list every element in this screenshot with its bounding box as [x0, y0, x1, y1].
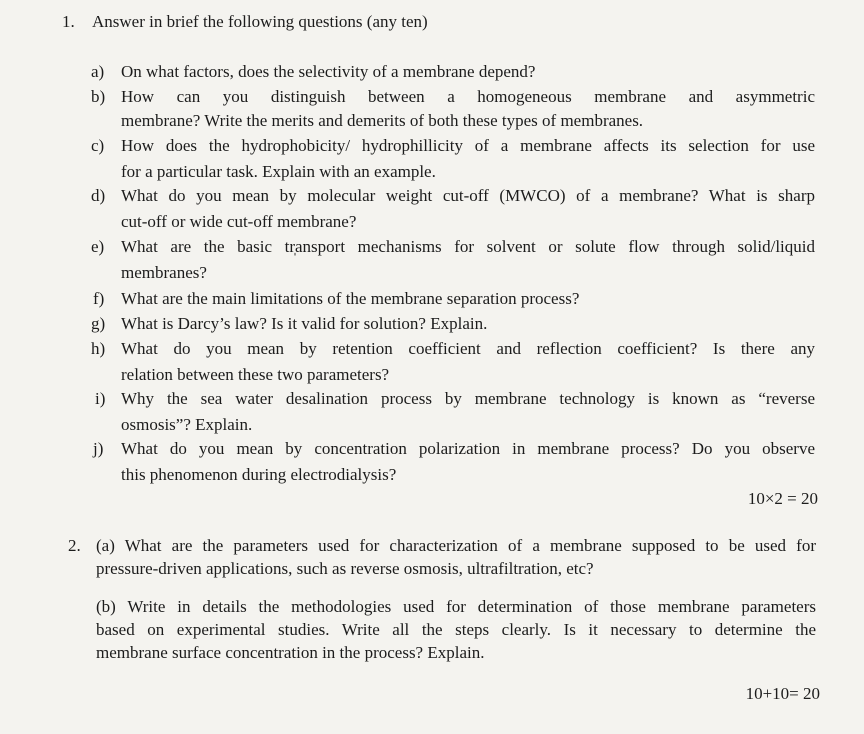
q1-item-b-line: How can you distinguish between a homogeneous membrane and asymmetric — [121, 87, 815, 106]
q2-part-a-line: (a) What are the parameters used for characterization of a membrane supposed to be used for — [96, 536, 816, 555]
q1-item-e-line: What are the basic tr̩ansport mechanisms for solvent or solute flow through solid/liquid — [121, 237, 815, 256]
q2-part-a-line: pressure-driven applications, such as reverse osmosis, ultrafiltration, etc? — [96, 559, 594, 578]
q1-item-j-line: What do you mean by concentration polarization in membrane process? Do you observe — [121, 439, 815, 458]
q1-item-d-label: d) — [91, 186, 106, 205]
q1-item-g-line: What is Darcy’s law? Is it valid for solution? Explain. — [121, 314, 488, 333]
q1-item-h-line: What do you mean by retention coefficient and reflection coefficient? Is there any — [121, 339, 815, 358]
q1-number: 1. — [62, 12, 75, 31]
q1-marks: 10×2 = 20 — [747, 489, 818, 508]
q2-marks: 10+10= 20 — [745, 684, 820, 703]
q1-item-b-label: b) — [91, 87, 106, 106]
q1-item-c-label: c) — [91, 136, 105, 155]
q1-item-c-line: How does the hydrophobicity/ hydrophillicity of a membrane affects its selection for use — [121, 136, 815, 155]
q1-item-d-line: What do you mean by molecular weight cut-off (MWCO) of a membrane? What is sharp — [121, 186, 815, 205]
q1-item-a-line: On what factors, does the selectivity of a membrane depend? — [121, 62, 536, 81]
q1-item-a-label: a) — [91, 62, 105, 81]
q2-part-b-line: (b) Write in details the methodologies used for determination of those membrane parameters — [96, 597, 816, 616]
q1-item-i-line: osmosis”? Explain. — [121, 415, 253, 434]
q1-item-j-label: j) — [93, 439, 104, 458]
q1-item-c-line: for a particular task. Explain with an example. — [121, 162, 436, 181]
q1-item-j-line: this phenomenon during electrodialysis? — [121, 465, 397, 484]
q1-item-f-line: What are the main limitations of the membrane separation process? — [121, 289, 580, 308]
q1-item-f-label: f) — [93, 289, 105, 308]
q2-part-b-line: membrane surface concentration in the process? Explain. — [96, 643, 485, 662]
q1-item-h-label: h) — [91, 339, 106, 358]
q1-item-e-label: e) — [91, 237, 105, 256]
q1-item-i-line: Why the sea water desalination process by membrane technology is known as “reverse — [121, 389, 815, 408]
q2-number: 2. — [68, 536, 81, 555]
q2-part-b-line: based on experimental studies. Write all the steps clearly. Is it necessary to determine the — [96, 620, 816, 639]
q1-heading: Answer in brief the following questions (any ten) — [92, 12, 428, 31]
q1-item-h-line: relation between these two parameters? — [121, 365, 390, 384]
q1-item-g-label: g) — [91, 314, 106, 333]
q1-item-b-line: membrane? Write the merits and demerits of both these types of membranes. — [121, 111, 644, 130]
q1-item-e-line: membranes? — [121, 263, 207, 282]
q1-item-d-line: cut-off or wide cut-off membrane? — [121, 212, 357, 231]
q1-item-i-label: i) — [95, 389, 106, 408]
